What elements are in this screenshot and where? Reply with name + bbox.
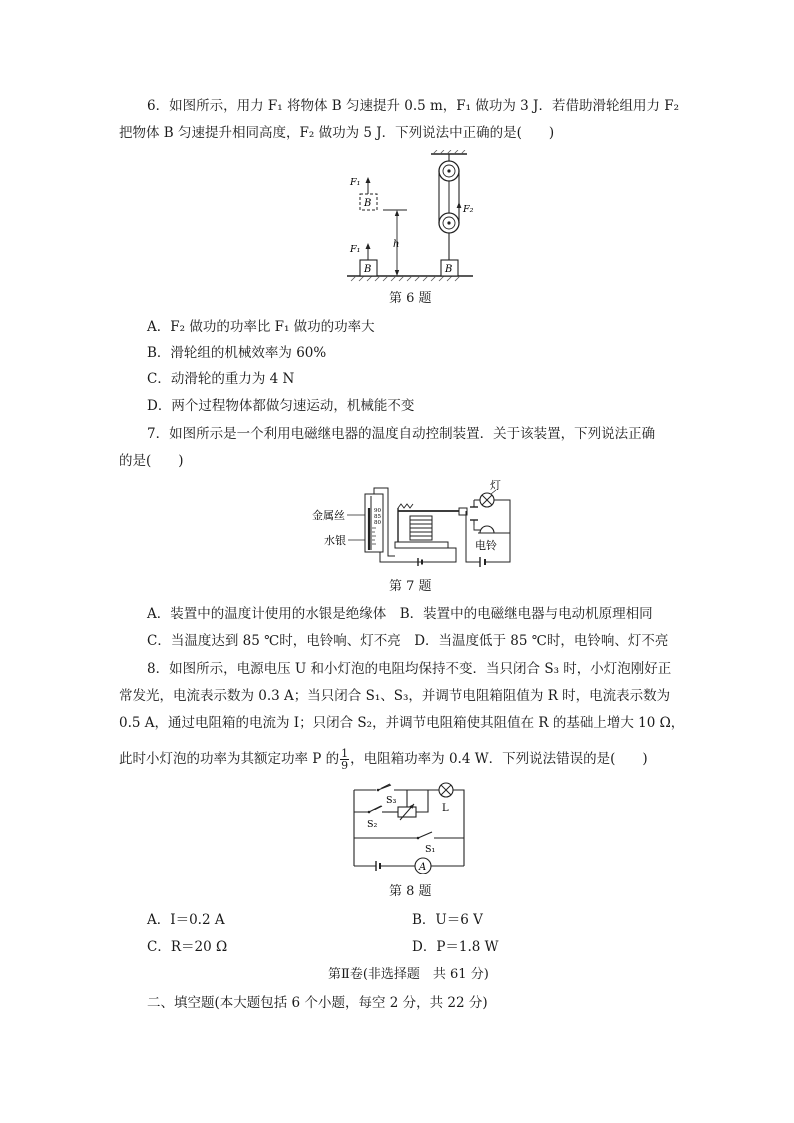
q7-label-80: 80 [374,520,381,526]
q8-stem-line4-a: 此时小灯泡的功率为其额定功率 P 的 [119,751,340,767]
q6-label-b-right: B [445,264,453,275]
q6-option-d: D．两个过程物体都做匀速运动，机械能不变 [147,398,415,414]
q6-stem-line2: 把物体 B 匀速提升相同高度，F₂ 做功为 5 J．下列说法中正确的是( ) [119,125,555,141]
q8-fraction-denominator: 9 [341,759,349,772]
q6-caption: 第 6 题 [389,291,432,306]
q6-label-f2: F₂ [463,204,474,215]
q6-label-f1-lower: F₁ [350,244,361,255]
q8-fraction-numerator: 1 [341,747,349,760]
section-two-heading: 二、填空题(本大题包括 6 个小题，每空 2 分，共 22 分) [147,995,488,1011]
q8-label-s1: S₁ [425,844,436,855]
q8-stem-line4 [119,748,648,771]
q7-stem-line1: 7．如图所示是一个利用电磁继电器的温度自动控制装置．关于该装置，下列说法正确 [147,426,656,442]
q7-label-mercury: 水银 [324,534,346,547]
q8-fraction [340,748,349,771]
q8-option-d: D．P＝1.8 W [412,939,499,955]
q6-option-a: A．F₂ 做功的功率比 F₁ 做功的功率大 [147,319,375,335]
q7-label-90: 90 [374,508,381,514]
q7-label-lamp: 灯 [490,479,501,492]
q7-figure [310,478,525,570]
q7-stem-line2: 的是( ) [119,453,184,469]
q7-option-cd: C．当温度达到 85 ℃时，电铃响、灯不亮 D．当温度低于 85 ℃时，电铃响、灯不亮 [147,633,669,649]
q8-option-b: B．U＝6 V [412,912,483,928]
q8-stem-line2: 常发光，电流表示数为 0.3 A；当只闭合 S₁、S₃，并调节电阻箱阻值为 R 时，电流表示数为 [119,688,671,704]
q7-label-bell: 电铃 [475,539,497,552]
q8-stem-line4-b: ，电阻箱功率为 0.4 W．下列说法错误的是( ) [350,751,648,767]
q6-figure [345,150,475,282]
q6-option-c: C．动滑轮的重力为 4 N [147,371,295,387]
q8-label-l: L [442,803,449,814]
q6-option-b: B．滑轮组的机械效率为 60% [147,345,327,361]
q8-stem-line1: 8．如图所示，电源电压 U 和小灯泡的电阻均保持不变．当只闭合 S₃ 时，小灯泡刚好正 [147,661,672,677]
q8-caption: 第 8 题 [389,884,432,899]
q6-label-b-upper: B [364,198,372,209]
q6-stem-line1: 6．如图所示，用力 F₁ 将物体 B 匀速提升 0.5 m，F₁ 做功为 3 J．若借助滑轮组用力 F₂ [147,98,680,114]
q8-option-c: C．R＝20 Ω [147,939,228,955]
q8-label-s2: S₂ [367,819,378,830]
q8-stem-line3: 0.5 A，通过电阻箱的电流为 I；只闭合 S₂，并调节电阻箱使其阻值在 R 的基础上增大 10 Ω， [119,715,685,731]
q8-option-a: A．I＝0.2 A [147,912,225,928]
q6-label-f1-upper: F₁ [350,177,361,188]
section-title: 第Ⅱ卷(非选择题 共 61 分) [328,967,489,982]
q8-figure [348,782,470,874]
q6-label-b-lower: B [364,264,372,275]
q8-label-s3: S₃ [386,795,397,806]
q7-caption: 第 7 题 [389,579,432,594]
q7-label-85: 85 [374,514,381,520]
q6-label-h: h [393,239,400,250]
q7-label-wire: 金属丝 [312,509,345,522]
q8-label-a: A [419,862,427,873]
q7-option-ab: A．装置中的温度计使用的水银是绝缘体 B．装置中的电磁继电器与电动机原理相同 [147,606,653,622]
